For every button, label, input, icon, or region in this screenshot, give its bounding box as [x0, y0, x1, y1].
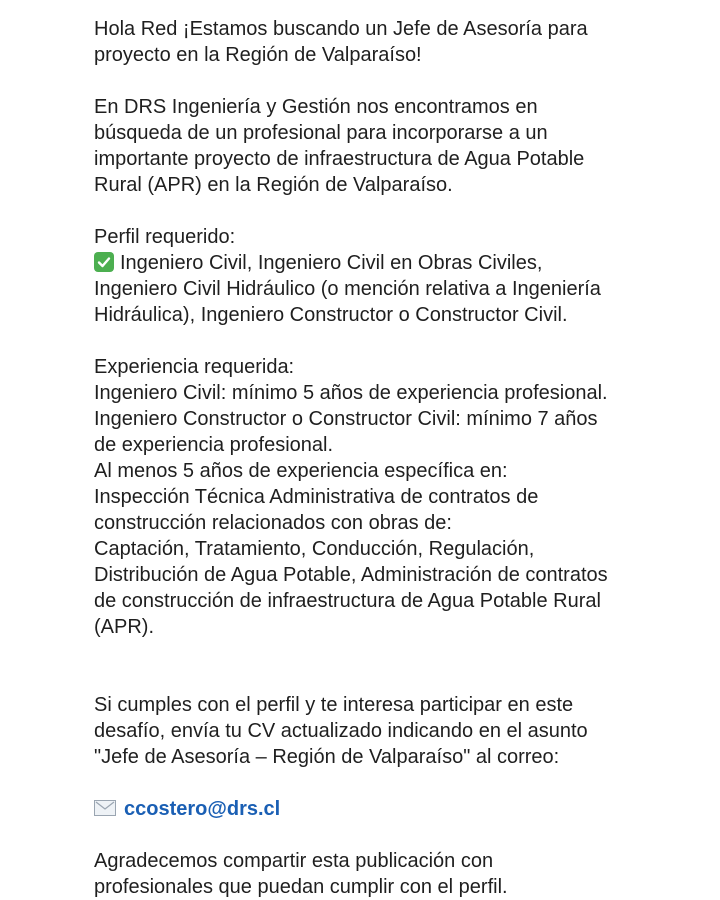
profile-line-text: Ingeniero Civil, Ingeniero Civil en Obras Civiles,: [120, 252, 543, 274]
company-line: En DRS Ingeniería y Gestión nos encontramos en: [94, 96, 538, 118]
apply-line: "Jefe de Asesoría – Región de Valparaíso" al correo:: [94, 746, 560, 768]
profile-line: Hidráulica), Ingeniero Constructor o Constructor Civil.: [94, 304, 568, 326]
experience-line: construcción relacionados con obras de:: [94, 512, 452, 534]
intro-line: Hola Red ¡Estamos buscando un Jefe de Asesoría para: [94, 18, 588, 40]
spacer: [94, 640, 694, 692]
email-paragraph: [94, 796, 694, 822]
closing-paragraph: [94, 848, 694, 900]
experience-line: Ingeniero Constructor o Constructor Civil: mínimo 7 años: [94, 408, 598, 430]
intro-paragraph: [94, 16, 694, 68]
experience-line: de experiencia profesional.: [94, 434, 334, 456]
company-line: búsqueda de un profesional para incorporarse a un: [94, 122, 548, 144]
company-line: importante proyecto de infraestructura de Agua Potable: [94, 148, 585, 170]
check-mark-button-icon: [94, 252, 114, 272]
experience-line: de construcción de infraestructura de Agua Potable Rural: [94, 590, 601, 612]
apply-paragraph: [94, 692, 694, 770]
experience-line: Captación, Tratamiento, Conducción, Regulación,: [94, 538, 535, 560]
apply-line: desafío, envía tu CV actualizado indicando en el asunto: [94, 720, 588, 742]
spacer: [94, 822, 694, 848]
company-line: Rural (APR) en la Región de Valparaíso.: [94, 174, 453, 196]
profile-line: [94, 250, 694, 276]
intro-line: proyecto en la Región de Valparaíso!: [94, 44, 422, 66]
e-mail-icon: [94, 800, 116, 816]
experience-line: Inspección Técnica Administrativa de contratos de: [94, 486, 539, 508]
spacer: [94, 770, 694, 796]
profile-paragraph: [94, 224, 694, 328]
experience-line: (APR).: [94, 616, 154, 638]
apply-line: Si cumples con el perfil y te interesa participar en este: [94, 694, 574, 716]
profile-line: Ingeniero Civil Hidráulico (o mención relativa a Ingeniería: [94, 278, 601, 300]
job-post: [94, 16, 694, 900]
spacer: [94, 198, 694, 224]
closing-line: Agradecemos compartir esta publicación con: [94, 850, 494, 872]
profile-heading: Perfil requerido:: [94, 226, 236, 248]
experience-heading: Experiencia requerida:: [94, 356, 295, 378]
company-paragraph: [94, 94, 694, 198]
experience-paragraph: [94, 354, 694, 640]
experience-line: Al menos 5 años de experiencia específica en:: [94, 460, 508, 482]
closing-line: profesionales que puedan cumplir con el perfil.: [94, 876, 508, 898]
experience-line: Ingeniero Civil: mínimo 5 años de experiencia profesional.: [94, 382, 608, 404]
spacer: [94, 68, 694, 94]
experience-line: Distribución de Agua Potable, Administración de contratos: [94, 564, 608, 586]
spacer: [94, 328, 694, 354]
email-link[interactable]: ccostero@drs.cl: [124, 798, 281, 820]
email-row: [94, 796, 694, 822]
